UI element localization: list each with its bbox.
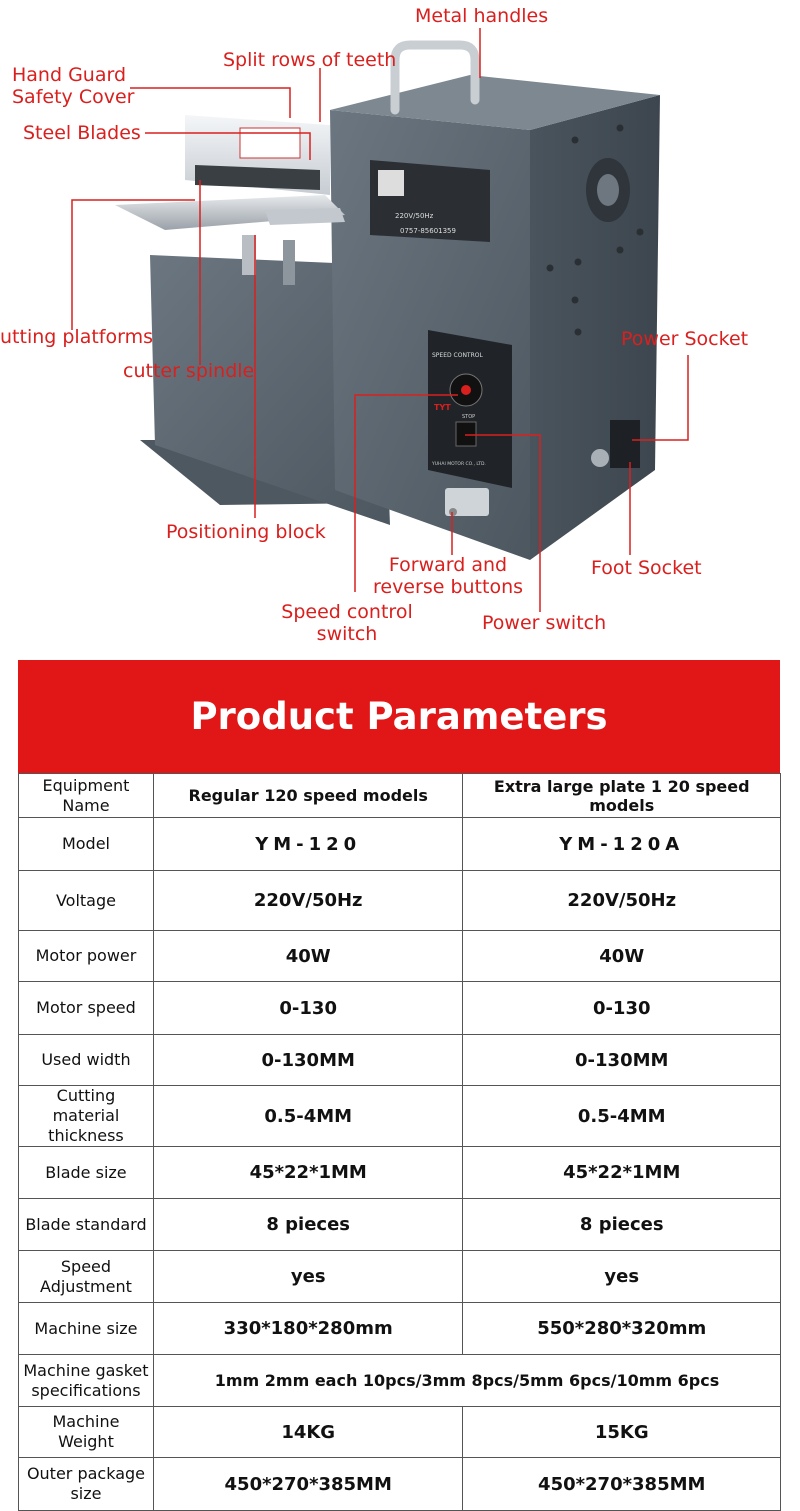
table-row: Cutting material thickness 0.5-4MM 0.5-4MM xyxy=(19,1086,781,1147)
table-row: Machine gasket specifications 1mm 2mm each 10pcs/3mm 8pcs/5mm 6pcs/10mm 6pcs xyxy=(19,1355,781,1407)
nameplate-voltage: 220V/50Hz xyxy=(395,212,434,220)
table-row: Used width 0-130MM 0-130MM xyxy=(19,1035,781,1086)
power-socket xyxy=(610,420,640,468)
callout-power-switch: Power switch xyxy=(482,612,607,634)
gasket-spec-merged: 1mm 2mm each 10pcs/3mm 8pcs/5mm 6pcs/10mm 6pcs xyxy=(153,1355,780,1407)
cutter-spindle-post xyxy=(242,235,256,275)
params-table xyxy=(18,773,781,1511)
svg-text:YUHAI MOTOR CO., LTD.: YUHAI MOTOR CO., LTD. xyxy=(432,462,486,467)
spindle-hub xyxy=(597,174,619,206)
table-row: Motor power 40W 40W xyxy=(19,931,781,982)
callout-metal-handles: Metal handles xyxy=(415,5,549,27)
header-col1: Regular 120 speed models xyxy=(153,774,463,818)
foot-socket xyxy=(591,449,609,467)
table-row: Model YM-120 YM-120A xyxy=(19,818,781,871)
table-row: Motor speed 0-130 0-130 xyxy=(19,982,781,1035)
callout-forward-reverse: Forward and reverse buttons xyxy=(372,554,524,598)
nameplate-qr-icon xyxy=(378,170,404,196)
callout-cutter-spindle: cutter spindle xyxy=(123,360,255,382)
callout-cutting-platforms: utting platforms xyxy=(0,326,153,348)
nameplate-phone: 0757-85601359 xyxy=(400,227,456,235)
power-switch-rocker xyxy=(456,422,476,446)
product-photo xyxy=(0,0,800,650)
table-header-row xyxy=(19,774,781,818)
table-row: Outer package size 450*270*385MM 450*270*385MM xyxy=(19,1458,781,1511)
speed-control-label: SPEED CONTROL xyxy=(432,352,483,359)
table-row: Speed Adjustment yes yes xyxy=(19,1251,781,1303)
table-row: Machine Weight 14KG 15KG xyxy=(19,1407,781,1458)
callout-steel-blades: Steel Blades xyxy=(23,122,141,144)
params-title: Product Parameters xyxy=(18,660,780,773)
callout-hand-guard: Hand Guard Safety Cover xyxy=(12,64,135,108)
callout-foot-socket: Foot Socket xyxy=(591,557,702,579)
callout-power-socket: Power Socket xyxy=(621,328,749,350)
table-row: Blade standard 8 pieces 8 pieces xyxy=(19,1199,781,1251)
svg-text:STOP: STOP xyxy=(462,414,476,420)
brand-logo: TYT xyxy=(434,403,451,412)
header-col2: Extra large plate 1 20 speed models xyxy=(463,774,781,818)
table-row: Machine size 330*180*280mm 550*280*320mm xyxy=(19,1303,781,1355)
positioning-block xyxy=(265,208,345,225)
callout-positioning-block: Positioning block xyxy=(166,521,326,543)
table-row: Voltage 220V/50Hz 220V/50Hz xyxy=(19,871,781,931)
header-label: Equipment Name xyxy=(19,774,154,818)
table-row: Blade size 45*22*1MM 45*22*1MM xyxy=(19,1147,781,1199)
callout-speed-control: Speed control switch xyxy=(281,601,413,645)
callout-split-rows: Split rows of teeth xyxy=(223,49,397,71)
